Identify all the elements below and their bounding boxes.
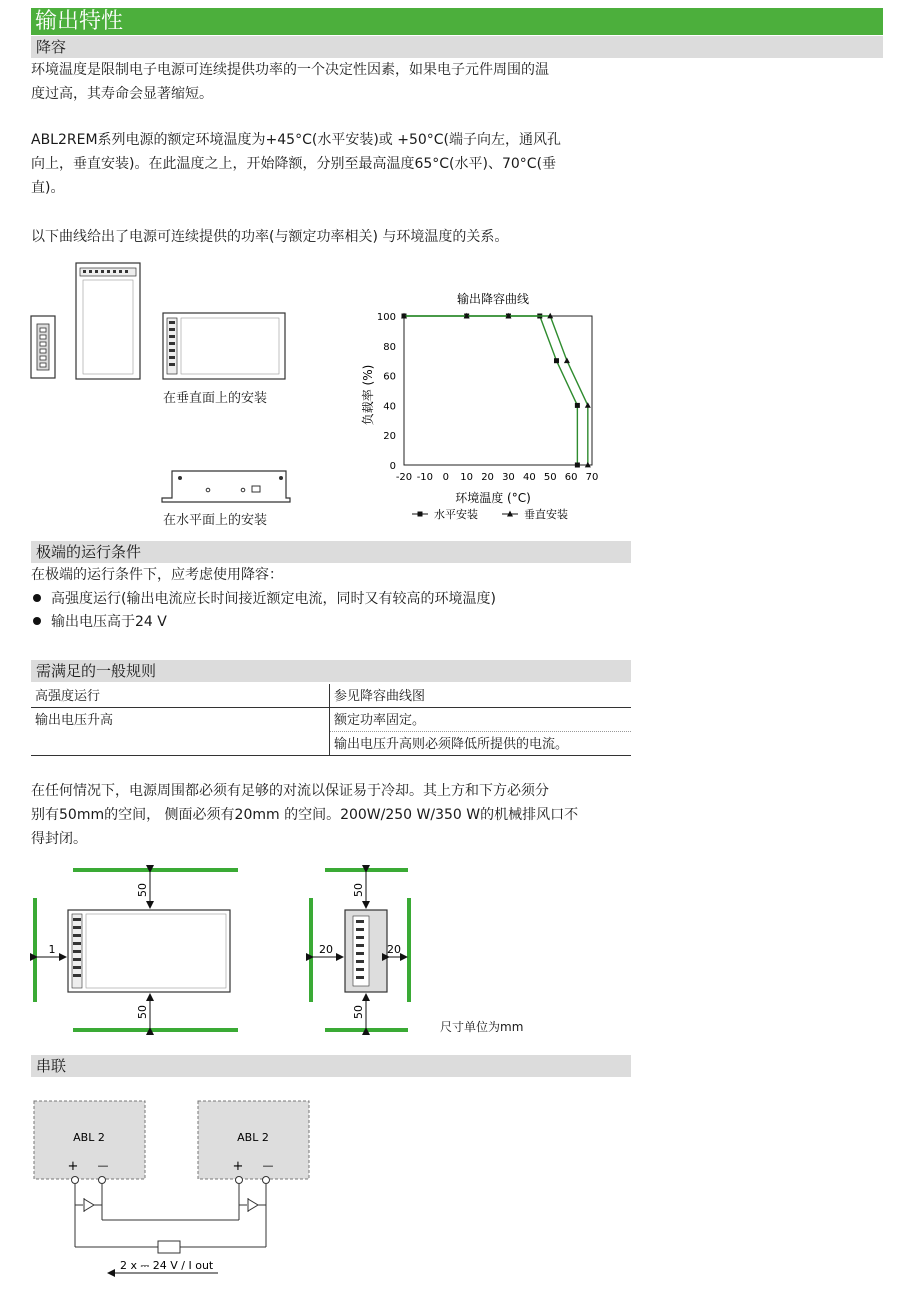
dim-top: 50 [136,883,149,897]
clearance-side [311,870,409,1030]
x-tick-label: 30 [502,472,515,483]
x-tick-label: 20 [481,472,494,483]
bullet-item: 输出电压高于24 V [33,610,167,634]
derating-chart [350,285,630,530]
section-extreme [31,541,631,563]
chart-legend [412,507,568,521]
table-cell: 输出电压升高 [31,708,330,732]
x-tick-label: -10 [416,472,434,483]
minus-sign: — [97,1159,109,1172]
wiring [72,1177,270,1254]
psu-unit-2 [198,1101,309,1179]
dim-side: 1 [48,943,56,956]
output-label: 2 x ⎓ 24 V / I out [120,1259,214,1272]
section-heading: 极端的运行条件 [36,543,142,561]
x-tick-label: 40 [522,472,536,483]
unit-note: 尺寸单位为mm [440,1020,524,1034]
chart-title: 输出降容曲线 [456,292,530,306]
data-point [575,463,580,468]
vertical-device-front [76,263,140,379]
dim-right: 20 [387,943,401,956]
section-rules [31,660,631,682]
table-row [31,684,631,708]
dim-bottom: 50 [352,1005,365,1019]
clearance-para: 在任何情况下，电源周围都必须有足够的对流以保证易于冷却。其上方和下方必须分 别有50mm的空间， 侧面必须有20mm 的空间。200W/250 W/350 W的机械排风口不 得封闭。 [31,783,579,847]
section-derating [31,36,883,58]
dim-left: 20 [319,943,333,956]
unit-label: ABL 2 [237,1131,269,1144]
table-cell: 参见降容曲线图 [334,689,426,704]
minus-sign: — [262,1159,274,1172]
unit-label: ABL 2 [73,1131,105,1144]
page-title-bar [31,8,883,35]
page-title: 输出特性 [35,9,124,34]
plus-sign: + [232,1159,244,1174]
rules-table [31,684,631,756]
data-point [575,403,580,408]
y-tick-label: 40 [383,401,396,413]
chart-xlabel: 环境温度 (°C) [455,491,531,505]
x-tick-label: -20 [395,472,413,483]
section-heading: 降容 [36,38,67,56]
table-row [31,732,631,756]
section-heading: 串联 [36,1057,67,1075]
y-tick-label: 80 [383,341,396,353]
table-row [31,708,631,732]
y-tick-label: 100 [376,312,396,323]
legend-label: 水平安装 [434,508,478,521]
table-cell [31,732,330,756]
bullet-item: 高强度运行(输出电流应长时间接近额定电流，同时又有较高的环境温度) [33,587,496,611]
y-tick-label: 60 [383,371,396,383]
table-cell: 高强度运行 [31,684,330,708]
dim-bottom: 50 [136,1005,149,1019]
plus-sign: + [67,1159,79,1174]
chart-ylabel: 负载率 (%) [361,364,375,426]
section-series [31,1055,631,1077]
derating-para-1: 环境温度是限制电子电源可连续提供功率的一个决定性因素，如果电子元件周围的温 度过高，其寿命会显著缩短。 [31,62,549,102]
bullet-icon [33,594,41,602]
clearance-front [35,870,238,1030]
plot-frame [404,316,592,465]
x-tick-label: 70 [585,472,599,483]
table-cell: 输出电压升高则必须降低所提供的电流。 [334,737,569,752]
dim-top: 50 [352,883,365,897]
legend-label: 垂直安装 [524,508,568,521]
vertical-device-side [163,313,285,379]
section-heading: 需满足的一般规则 [36,662,157,680]
data-point [554,358,559,363]
psu-unit-1 [34,1101,145,1179]
table-cell: 额定功率固定。 [330,708,632,732]
legend-marker [418,512,423,517]
y-tick-label: 0 [389,461,396,472]
derating-para-2: ABL2REM系列电源的额定环境温度为+45°C(水平安装)或 +50°C(端子向左，通风孔 向上，垂直安装)。在此温度之上，开始降额，分别至最高温度65°C(水平)、70°C(垂 直)。 [31,132,562,196]
x-tick-label: 10 [460,472,474,483]
clearance-diagram [28,862,448,1042]
extreme-intro: 在极端的运行条件下，应考虑使用降容： [31,567,283,583]
x-tick-label: 0 [442,472,449,483]
vertical-mount-caption: 在垂直面上的安装 [163,391,268,406]
horizontal-mount-caption: 在水平面上的安装 [163,513,268,528]
bullet-icon [33,617,41,625]
derating-para-3: 以下曲线给出了电源可连续提供的功率(与额定功率相关) 与环境温度的关系。 [31,229,509,245]
series-diagram [28,1095,348,1280]
side-view-device [31,316,55,378]
horizontal-device [162,471,290,502]
x-tick-label: 60 [564,472,578,483]
x-tick-label: 50 [543,472,557,483]
chart-axes [404,316,592,465]
y-tick-label: 20 [383,431,396,443]
